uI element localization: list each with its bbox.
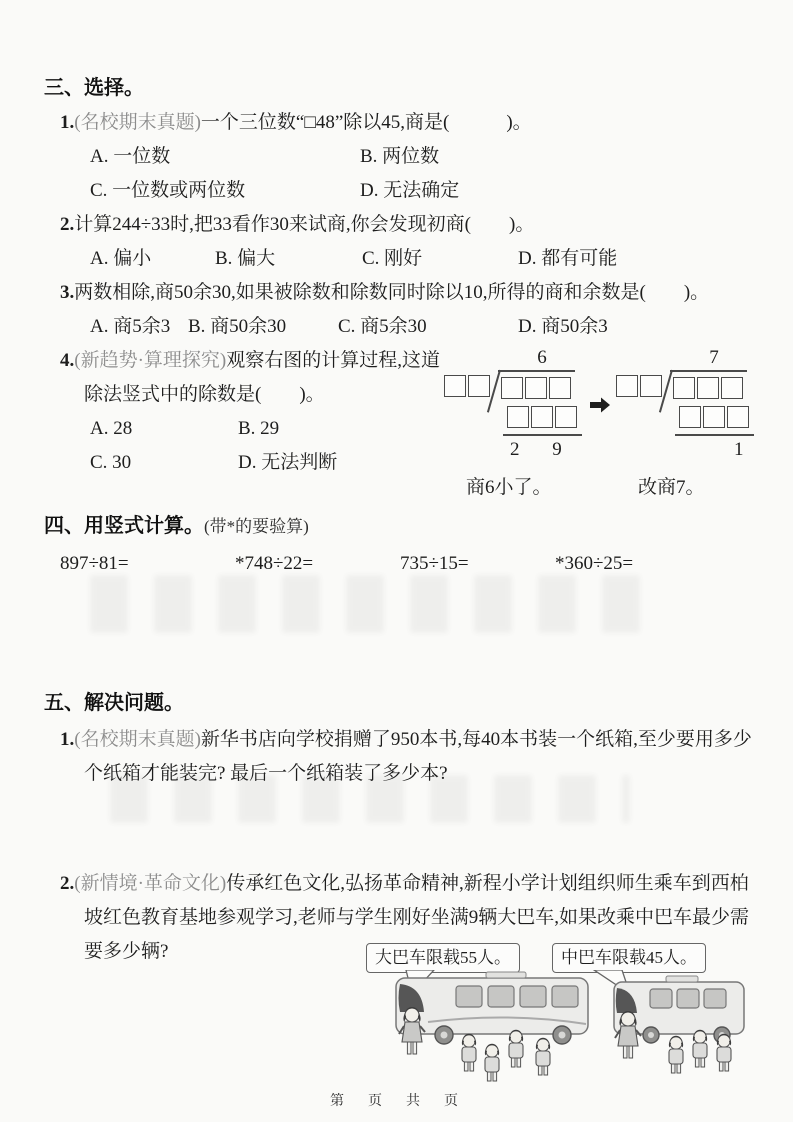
digit-box <box>531 406 553 428</box>
digit-box <box>616 375 638 397</box>
option-a: A. 一位数 <box>90 146 171 167</box>
question-number: 4. <box>60 350 75 371</box>
solve-question-1 <box>60 723 758 791</box>
section-title: 四、用竖式计算。 <box>44 515 204 537</box>
division-diagram-pair <box>444 344 758 500</box>
remainder-value: 1 <box>734 439 744 460</box>
quotient-digit: 7 <box>709 347 719 368</box>
option-c: C. 商5余30 <box>338 316 427 337</box>
footer-page-number: 第 页 共 页 <box>330 1092 463 1108</box>
product-boxes <box>675 406 754 436</box>
option-d: D. 无法判断 <box>238 452 338 473</box>
diagram-caption: 商6小了。 <box>466 477 552 498</box>
question-source-tag: (名校期末真题) <box>74 112 201 133</box>
dividend-boxes <box>498 370 575 399</box>
student-figure <box>509 1030 523 1067</box>
vertical-problems-row <box>44 547 758 581</box>
choice-question-1 <box>60 106 758 140</box>
quotient-digit: 6 <box>537 347 547 368</box>
remainder-value: 2 9 <box>510 439 576 460</box>
digit-box <box>727 406 749 428</box>
division-diagram-right <box>616 346 758 500</box>
option-a: A. 商5余3 <box>90 316 171 337</box>
question-number: 3. <box>60 282 75 303</box>
division-main-row <box>616 370 758 399</box>
student-figure <box>717 1034 731 1071</box>
digit-box <box>549 377 571 399</box>
student-figure <box>485 1044 499 1081</box>
question-text-wrap <box>60 344 444 412</box>
division-bracket <box>490 370 502 399</box>
divisor-boxes <box>444 375 490 399</box>
choice-question-4 <box>44 344 444 480</box>
digit-box <box>555 406 577 428</box>
choice-question-4-block <box>44 344 758 500</box>
digit-box <box>697 377 719 399</box>
digit-box <box>673 377 695 399</box>
product-boxes <box>503 406 582 436</box>
section-note: (带*的要验算) <box>204 517 309 536</box>
student-figure <box>693 1030 707 1067</box>
problem-3: 735÷15= <box>400 553 469 574</box>
option-c: C. 一位数或两位数 <box>90 180 246 201</box>
bus-illustration-block <box>366 943 758 1089</box>
dividend-boxes <box>670 370 747 399</box>
question-text: 观察右图的计算过程,这道除法竖式中的除数是( )。 <box>84 350 440 405</box>
question-source-tag: (名校期末真题) <box>74 729 201 750</box>
question-text: 计算244÷33时,把33看作30来试商,你会发现初商( )。 <box>74 214 535 235</box>
question-source-tag: (新趋势·算理探究) <box>74 350 227 371</box>
option-d: D. 商50余3 <box>518 316 608 337</box>
option-d: D. 都有可能 <box>518 248 618 269</box>
question-number: 2. <box>60 873 75 894</box>
digit-box <box>507 406 529 428</box>
option-a: A. 28 <box>90 418 133 439</box>
section-vertical-heading <box>44 508 758 545</box>
large-bus <box>396 972 588 1044</box>
option-c: C. 刚好 <box>362 248 423 269</box>
choice-question-3 <box>60 276 758 310</box>
digit-box <box>525 377 547 399</box>
work-space <box>44 581 758 685</box>
worksheet-content <box>44 70 758 1089</box>
option-a: A. 偏小 <box>90 248 152 269</box>
digit-box <box>444 375 466 397</box>
student-figure <box>536 1038 550 1075</box>
choice-q3-options <box>60 310 758 344</box>
division-diagram-left <box>444 346 586 500</box>
option-d: D. 无法确定 <box>360 180 460 201</box>
choice-question-2 <box>60 208 758 242</box>
student-figure <box>669 1036 683 1073</box>
section-solve-heading: 五、解决问题。 <box>44 692 184 714</box>
question-number: 1. <box>60 729 75 750</box>
question-text: 一个三位数“□48”除以45,商是( )。 <box>200 112 532 133</box>
student-figure <box>462 1034 476 1071</box>
question-source-tag: (新情境·革命文化) <box>74 873 227 894</box>
problem-1: 897÷81= <box>60 553 129 574</box>
diagram-caption: 改商7。 <box>638 477 705 498</box>
digit-box <box>640 375 662 397</box>
arrow-right-icon <box>588 392 612 426</box>
problem-2: *748÷22= <box>235 553 314 574</box>
question-text: 传承红色文化,弘扬革命精神,新程小学计划组织师生乘车到西柏坡红色教育基地参观学习,老师与学生刚好坐满9辆大巴车,如果改乘中巴车最少需要多少辆? <box>84 873 750 962</box>
question-text: 两数相除,商50余30,如果被除数和除数同时除以10,所得的商和余数是( )。 <box>74 282 710 303</box>
section-choice-heading: 三、选择。 <box>44 77 144 99</box>
option-b: B. 29 <box>238 418 280 439</box>
divisor-boxes <box>616 375 662 399</box>
work-space <box>44 791 758 867</box>
digit-box <box>703 406 725 428</box>
option-b: B. 两位数 <box>360 146 440 167</box>
bus-illustration <box>366 970 758 1088</box>
question-text: 新华书店向学校捐赠了950本书,每40本书装一个纸箱,至少要用多少个纸箱才能装完? 最后一个纸箱装了多少本? <box>84 729 752 784</box>
digit-box <box>721 377 743 399</box>
choice-q2-options <box>60 242 758 276</box>
choice-q1-options <box>60 140 758 208</box>
digit-box <box>501 377 523 399</box>
speech-bubble-large-bus: 大巴车限载55人。 <box>366 943 520 973</box>
division-bracket <box>662 370 674 399</box>
option-b: B. 偏大 <box>215 248 276 269</box>
division-main-row <box>444 370 586 399</box>
option-c: C. 30 <box>90 452 132 473</box>
digit-box <box>468 375 490 397</box>
question-number: 2. <box>60 214 75 235</box>
question-number: 1. <box>60 112 75 133</box>
problem-4: *360÷25= <box>555 553 634 574</box>
speech-bubble-medium-bus: 中巴车限载45人。 <box>552 943 706 973</box>
option-b: B. 商50余30 <box>188 316 287 337</box>
digit-box <box>679 406 701 428</box>
choice-q4-options <box>60 412 444 480</box>
